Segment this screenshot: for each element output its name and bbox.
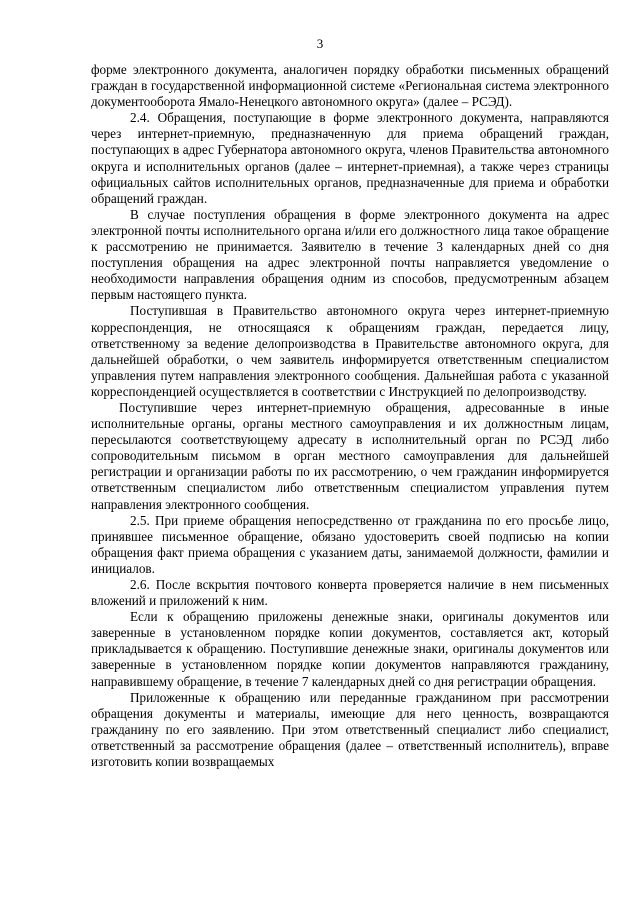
paragraph-2-6: 2.6. После вскрытия почтового конверта проверяется наличие в нем письменных вложений и приложений к ним. [91, 577, 609, 609]
paragraph-email-submission: В случае поступления обращения в форме электронного документа на адрес электронной почты исполнительного органа и/или его должностного лица такое обращение к рассмотрению не принимается. Заявителю в течение 3 календарных дней со дня поступления обращения на адрес электронной почты направляется уведомление о необходимости направления обращения одним из способов, предусмотренным абзацем первым настоящего пункта. [91, 206, 609, 303]
body-text [91, 62, 609, 770]
paragraph-2-5: 2.5. При приеме обращения непосредственно от гражданина по его просьбе лицо, принявшее письменное обращение, обязано удостоверить своей подписью на копии обращения факт приема обращения с указанием даты, занимаемой должности, фамилии и инициалов. [91, 512, 609, 576]
paragraph-intro-continuation: форме электронного документа, аналогичен порядку обработки письменных обращений граждан в государственной информационной системе «Региональная система электронного документооборота Ямало-Ненецкого автономного округа» (далее – РСЭД). [91, 62, 609, 110]
page-number: 3 [316, 36, 324, 51]
paragraph-enclosures: Если к обращению приложены денежные знаки, оригиналы документов или заверенные в установленном порядке копии документов, составляется акт, который прикладывается к обращению. Поступившие денежные знаки, оригиналы документов или заверенные в установленном порядке копии документов направляются гражданину, направившему обращение, в течение 7 календарных дней со дня регистрации обращения. [91, 609, 609, 689]
paragraph-forwarding: Поступившие через интернет-приемную обращения, адресованные в иные исполнительные органы, органы местного самоуправления и их должностным лицам, пересылаются соответствующему адресату в исполнительный орган по РСЭД либо сопроводительным письмом в орган местного самоуправления для дальнейшей регистрации и организации работы по их рассмотрению, о чем гражданин информируется ответственным специалистом либо ответственным специалистом управления путем направления электронного сообщения. [91, 399, 609, 512]
paragraph-returned-documents: Приложенные к обращению или переданные гражданином при рассмотрении обращения документы и материалы, имеющие для него ценность, возвращаются гражданину по его заявлению. При этом ответственный специалист либо специалист, ответственный за рассмотрение обращения (далее – ответственный исполнитель), вправе изготовить копии возвращаемых [91, 689, 609, 770]
paragraph-non-appeal-correspondence: Поступившая в Правительство автономного округа через интернет-приемную корреспонденция, не относящаяся к обращениям граждан, передается лицу, ответственному за ведение делопроизводства в Правительстве автономного округа, для дальнейшей обработки, о чем заявитель информируется ответственным специалистом управления путем направления электронного сообщения. Дальнейшая работа с указанной корреспонденцией осуществляется в соответствии с Инструкцией по делопроизводству. [91, 303, 609, 399]
paragraph-2-4: 2.4. Обращения, поступающие в форме электронного документа, направляются через интернет-приемную, предназначенную для приема обращений граждан, поступающих в адрес Губернатора автономного округа, членов Правительства автономного округа и исполнительных органов (далее – интернет-приемная), а также через страницы официальных сайтов исполнительных органов, предназначенные для приема и обработки обращений граждан. [91, 110, 609, 206]
